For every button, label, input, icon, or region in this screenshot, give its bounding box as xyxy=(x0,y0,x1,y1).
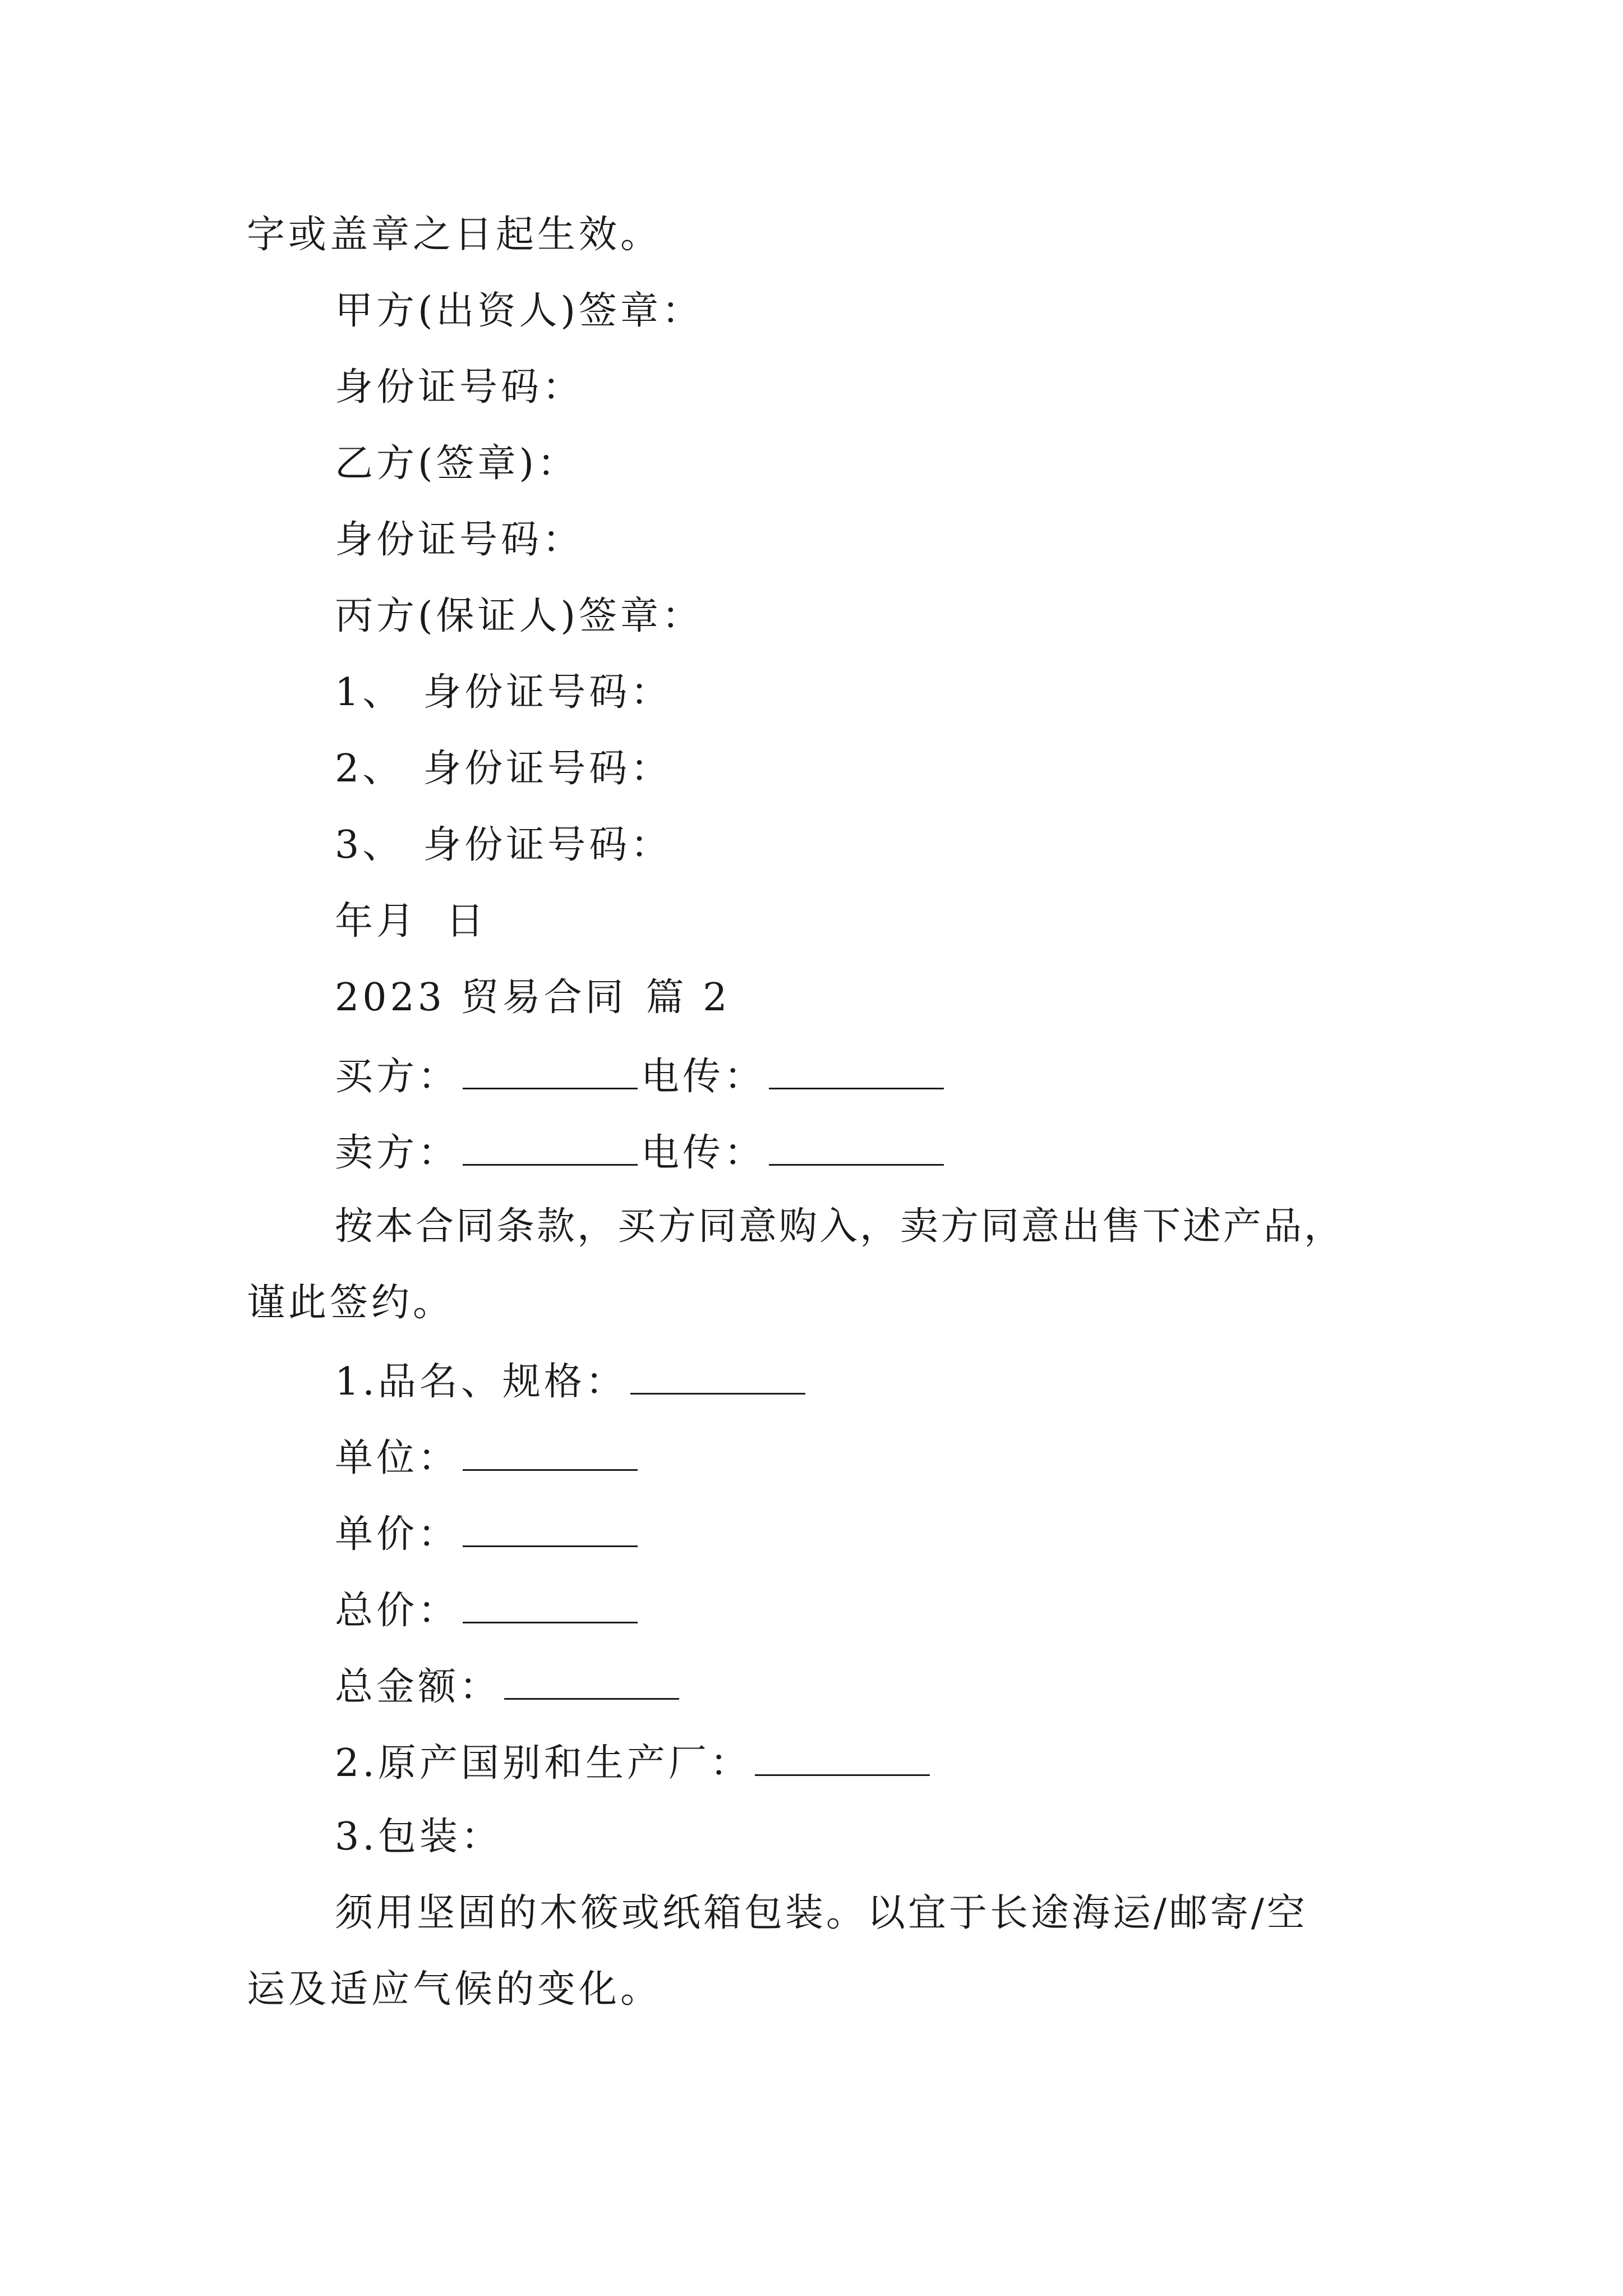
section-title-suffix: 篇 2 xyxy=(645,976,731,1020)
buyer-label: 买方： xyxy=(335,1055,460,1099)
section-title xyxy=(335,976,731,1020)
guarantor-id-row xyxy=(335,670,672,715)
item-unit-line xyxy=(335,1437,641,1478)
seller-fax-blank[interactable] xyxy=(769,1131,944,1166)
seller-line xyxy=(335,1131,947,1175)
item-origin-label: 2.原产国别和生产厂： xyxy=(335,1741,751,1786)
party-a-id-label: 身份证号码： xyxy=(335,365,584,409)
item-unit-price-line xyxy=(335,1512,641,1557)
item-name-spec-label: 1.品名、规格： xyxy=(335,1360,627,1404)
seller-blank[interactable] xyxy=(463,1131,638,1166)
section-title-main: 2023 贸易合同 xyxy=(335,976,627,1020)
item-origin-line xyxy=(335,1741,933,1786)
intro-line-2: 谨此签约。 xyxy=(247,1281,455,1325)
item-total-price-label: 总价： xyxy=(335,1589,460,1633)
date-line xyxy=(335,899,488,944)
seller-label: 卖方： xyxy=(335,1131,460,1175)
date-year-month: 年月 xyxy=(335,899,418,944)
item-total-amount-line xyxy=(335,1665,683,1709)
guarantor-id-row xyxy=(335,823,672,867)
guarantor-number: 1、 xyxy=(335,670,404,715)
item-unit-price-blank[interactable] xyxy=(463,1513,638,1547)
buyer-line xyxy=(335,1055,947,1099)
date-day: 日 xyxy=(446,899,488,944)
item-total-amount-label: 总金额： xyxy=(335,1665,501,1709)
item-name-spec-line xyxy=(335,1360,809,1404)
item-packing-heading: 3.包装： xyxy=(335,1815,502,1859)
item-unit-blank[interactable] xyxy=(463,1437,638,1471)
guarantor-number: 3、 xyxy=(335,823,404,867)
party-b-signature-label: 乙方(签章)： xyxy=(335,441,579,486)
buyer-fax-label: 电传： xyxy=(641,1055,766,1099)
guarantor-id-row xyxy=(335,747,672,791)
item-total-amount-blank[interactable] xyxy=(504,1665,679,1700)
guarantor-id-label: 身份证号码： xyxy=(423,823,672,867)
item-name-spec-blank[interactable] xyxy=(630,1360,805,1395)
guarantor-id-label: 身份证号码： xyxy=(423,747,672,791)
guarantor-number: 2、 xyxy=(335,747,404,791)
item-origin-blank[interactable] xyxy=(755,1742,930,1776)
effective-clause-tail: 字或盖章之日起生效。 xyxy=(247,213,662,257)
guarantor-id-label: 身份证号码： xyxy=(423,670,672,715)
party-a-signature-label: 甲方(出资人)签章： xyxy=(335,289,704,333)
party-b-id-label: 身份证号码： xyxy=(335,518,584,562)
item-unit-price-label: 单价： xyxy=(335,1512,460,1557)
buyer-fax-blank[interactable] xyxy=(769,1055,944,1089)
buyer-blank[interactable] xyxy=(463,1055,638,1089)
party-c-signature-label: 丙方(保证人)签章： xyxy=(335,594,704,638)
item-total-price-line xyxy=(335,1589,641,1633)
packing-text-line-2: 运及适应气候的变化。 xyxy=(247,1967,662,2012)
packing-text-line-1: 须用坚固的木筱或纸箱包装。以宜于长途海运/邮寄/空 xyxy=(335,1891,1308,1935)
seller-fax-label: 电传： xyxy=(641,1131,766,1175)
item-unit-label: 单位： xyxy=(335,1436,460,1480)
intro-line-1: 按本合同条款，买方同意购入，卖方同意出售下述产品， xyxy=(335,1204,1345,1249)
item-total-price-blank[interactable] xyxy=(463,1589,638,1623)
